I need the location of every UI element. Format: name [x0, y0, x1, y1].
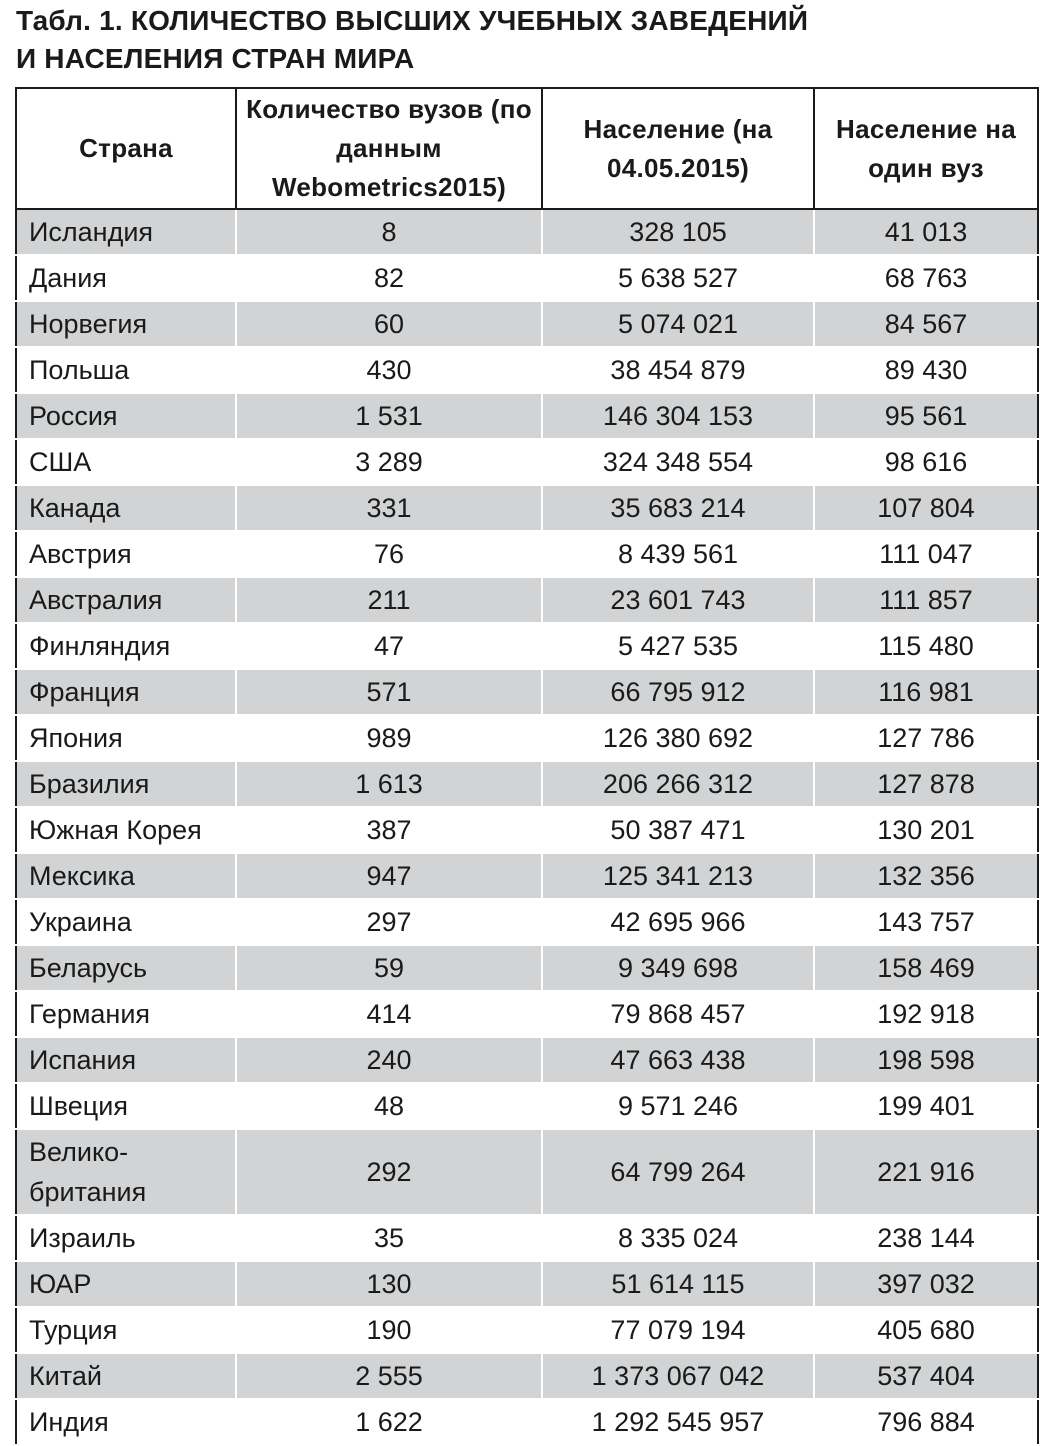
table-row — [16, 1261, 1038, 1307]
cell-population: 126 380 692 — [542, 715, 814, 761]
table-row — [16, 577, 1038, 623]
cell-universities: 1 531 — [236, 393, 542, 439]
cell-population: 77 079 194 — [542, 1307, 814, 1353]
table-row — [16, 485, 1038, 531]
cell-country: Дания — [16, 255, 236, 301]
cell-country: ЮАР — [16, 1261, 236, 1307]
table-row — [16, 1399, 1038, 1445]
cell-universities: 240 — [236, 1037, 542, 1083]
cell-universities: 35 — [236, 1215, 542, 1261]
cell-per-university: 98 616 — [814, 439, 1038, 485]
cell-per-university: 238 144 — [814, 1215, 1038, 1261]
cell-universities: 2 555 — [236, 1353, 542, 1399]
cell-per-university: 130 201 — [814, 807, 1038, 853]
header-row — [16, 88, 1038, 209]
table-row — [16, 669, 1038, 715]
cell-universities: 387 — [236, 807, 542, 853]
table-header — [16, 88, 1038, 209]
cell-universities: 47 — [236, 623, 542, 669]
table-row — [16, 531, 1038, 577]
cell-universities: 1 622 — [236, 1399, 542, 1445]
cell-per-university: 127 878 — [814, 761, 1038, 807]
cell-country: Германия — [16, 991, 236, 1037]
table-row — [16, 1307, 1038, 1353]
cell-population: 206 266 312 — [542, 761, 814, 807]
table-row — [16, 853, 1038, 899]
cell-population: 5 074 021 — [542, 301, 814, 347]
cell-country: Финляндия — [16, 623, 236, 669]
cell-per-university: 41 013 — [814, 209, 1038, 255]
cell-country: Индия — [16, 1399, 236, 1445]
cell-country: Исландия — [16, 209, 236, 255]
table-title-line-1: Табл. 1. КОЛИЧЕСТВО ВЫСШИХ УЧЕБНЫХ ЗАВЕДЕНИЙ — [16, 5, 809, 36]
table-row — [16, 899, 1038, 945]
cell-country: Южная Корея — [16, 807, 236, 853]
cell-per-university: 199 401 — [814, 1083, 1038, 1129]
cell-universities: 297 — [236, 899, 542, 945]
cell-country: Украина — [16, 899, 236, 945]
cell-population: 23 601 743 — [542, 577, 814, 623]
cell-population: 51 614 115 — [542, 1261, 814, 1307]
header-population: Население (на 04.05.2015) — [542, 88, 814, 209]
header-per-university: Население на один вуз — [814, 88, 1038, 209]
cell-population: 1 292 545 957 — [542, 1399, 814, 1445]
cell-universities: 8 — [236, 209, 542, 255]
table-row — [16, 1083, 1038, 1129]
cell-country: Австрия — [16, 531, 236, 577]
cell-population: 64 799 264 — [542, 1129, 814, 1215]
cell-country: Австралия — [16, 577, 236, 623]
cell-per-university: 143 757 — [814, 899, 1038, 945]
table-row — [16, 945, 1038, 991]
cell-per-university: 405 680 — [814, 1307, 1038, 1353]
table-row — [16, 715, 1038, 761]
table-body — [16, 209, 1038, 1445]
cell-universities: 130 — [236, 1261, 542, 1307]
cell-population: 47 663 438 — [542, 1037, 814, 1083]
cell-country: Мексика — [16, 853, 236, 899]
table-row — [16, 761, 1038, 807]
cell-population: 9 571 246 — [542, 1083, 814, 1129]
cell-population: 9 349 698 — [542, 945, 814, 991]
cell-per-university: 84 567 — [814, 301, 1038, 347]
header-country: Страна — [16, 88, 236, 209]
cell-universities: 947 — [236, 853, 542, 899]
cell-country: Беларусь — [16, 945, 236, 991]
cell-per-university: 115 480 — [814, 623, 1038, 669]
table-row — [16, 1129, 1038, 1215]
cell-country: Турция — [16, 1307, 236, 1353]
cell-country: Китай — [16, 1353, 236, 1399]
cell-population: 38 454 879 — [542, 347, 814, 393]
cell-population: 42 695 966 — [542, 899, 814, 945]
cell-universities: 82 — [236, 255, 542, 301]
cell-population: 50 387 471 — [542, 807, 814, 853]
cell-country: Франция — [16, 669, 236, 715]
table-row — [16, 301, 1038, 347]
table-row — [16, 807, 1038, 853]
cell-universities: 292 — [236, 1129, 542, 1215]
cell-universities: 76 — [236, 531, 542, 577]
cell-universities: 190 — [236, 1307, 542, 1353]
cell-country: Норвегия — [16, 301, 236, 347]
cell-per-university: 397 032 — [814, 1261, 1038, 1307]
cell-universities: 430 — [236, 347, 542, 393]
cell-country: Польша — [16, 347, 236, 393]
cell-per-university: 127 786 — [814, 715, 1038, 761]
table-row — [16, 1037, 1038, 1083]
cell-universities: 571 — [236, 669, 542, 715]
cell-universities: 48 — [236, 1083, 542, 1129]
cell-per-university: 132 356 — [814, 853, 1038, 899]
universities-table — [15, 87, 1039, 1446]
table-title — [16, 2, 1026, 78]
cell-per-university: 116 981 — [814, 669, 1038, 715]
table-row — [16, 347, 1038, 393]
cell-per-university: 221 916 — [814, 1129, 1038, 1215]
cell-population: 8 439 561 — [542, 531, 814, 577]
cell-country: Испания — [16, 1037, 236, 1083]
cell-universities: 60 — [236, 301, 542, 347]
cell-population: 125 341 213 — [542, 853, 814, 899]
cell-per-university: 537 404 — [814, 1353, 1038, 1399]
cell-per-university: 796 884 — [814, 1399, 1038, 1445]
cell-per-university: 68 763 — [814, 255, 1038, 301]
cell-country: Япония — [16, 715, 236, 761]
cell-population: 5 427 535 — [542, 623, 814, 669]
cell-population: 324 348 554 — [542, 439, 814, 485]
cell-country: Россия — [16, 393, 236, 439]
cell-universities: 211 — [236, 577, 542, 623]
cell-population: 79 868 457 — [542, 991, 814, 1037]
cell-population: 146 304 153 — [542, 393, 814, 439]
cell-country: Велико- британия — [16, 1129, 236, 1215]
cell-country: Канада — [16, 485, 236, 531]
table-row — [16, 991, 1038, 1037]
cell-universities: 1 613 — [236, 761, 542, 807]
cell-per-university: 111 857 — [814, 577, 1038, 623]
cell-population: 35 683 214 — [542, 485, 814, 531]
header-universities: Количество вузов (по данным Webometrics2015) — [236, 88, 542, 209]
cell-country: Швеция — [16, 1083, 236, 1129]
cell-per-university: 95 561 — [814, 393, 1038, 439]
cell-population: 5 638 527 — [542, 255, 814, 301]
cell-universities: 331 — [236, 485, 542, 531]
cell-universities: 414 — [236, 991, 542, 1037]
cell-country: США — [16, 439, 236, 485]
table-row — [16, 1353, 1038, 1399]
table-row — [16, 255, 1038, 301]
cell-country: Бразилия — [16, 761, 236, 807]
cell-population: 66 795 912 — [542, 669, 814, 715]
cell-per-university: 111 047 — [814, 531, 1038, 577]
cell-universities: 989 — [236, 715, 542, 761]
table-row — [16, 439, 1038, 485]
table-row — [16, 1215, 1038, 1261]
cell-universities: 59 — [236, 945, 542, 991]
cell-population: 328 105 — [542, 209, 814, 255]
table-row — [16, 393, 1038, 439]
cell-per-university: 198 598 — [814, 1037, 1038, 1083]
cell-universities: 3 289 — [236, 439, 542, 485]
cell-per-university: 158 469 — [814, 945, 1038, 991]
cell-per-university: 89 430 — [814, 347, 1038, 393]
cell-population: 1 373 067 042 — [542, 1353, 814, 1399]
cell-per-university: 107 804 — [814, 485, 1038, 531]
table-row — [16, 623, 1038, 669]
table-title-line-2: И НАСЕЛЕНИЯ СТРАН МИРА — [16, 43, 415, 74]
cell-per-university: 192 918 — [814, 991, 1038, 1037]
cell-population: 8 335 024 — [542, 1215, 814, 1261]
cell-country: Израиль — [16, 1215, 236, 1261]
table-row — [16, 209, 1038, 255]
